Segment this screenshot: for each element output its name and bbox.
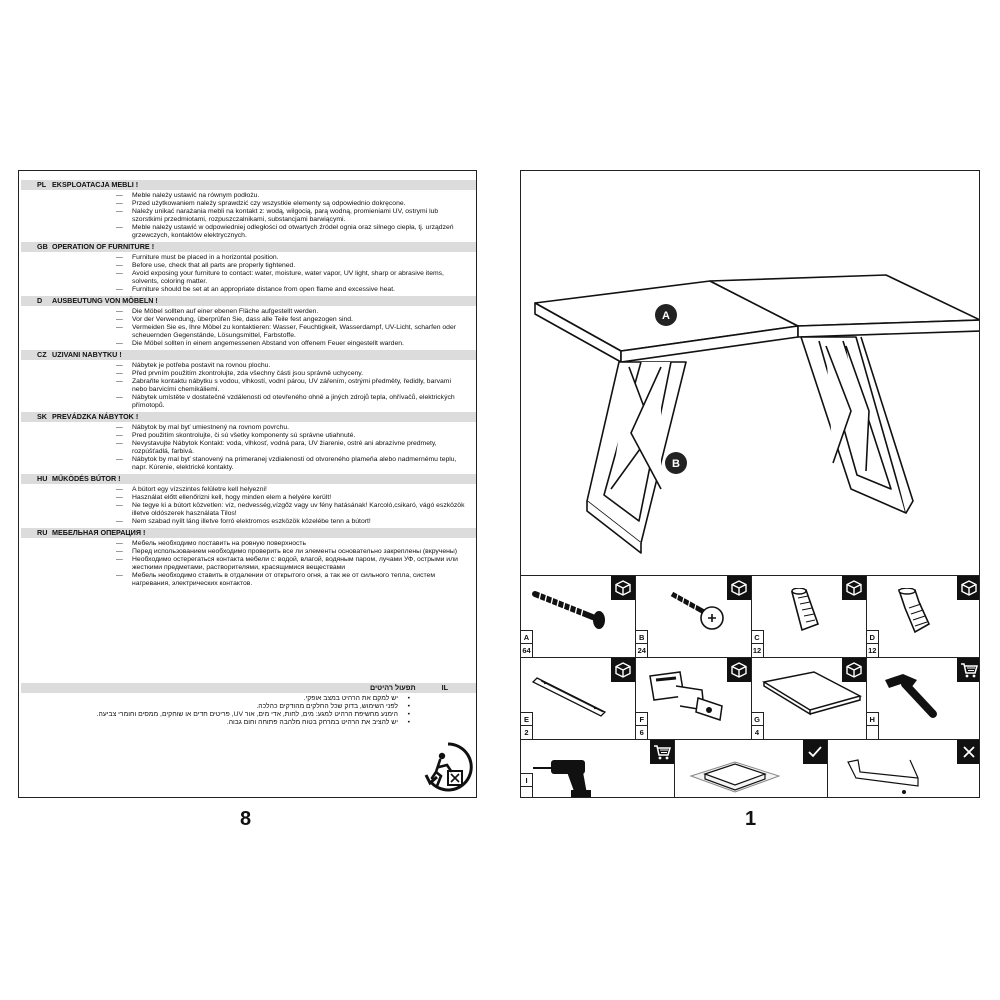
part-letter: I	[521, 774, 532, 787]
part-label	[521, 773, 533, 798]
section-d	[21, 296, 476, 349]
instruction-item: — Před prvním použitím zkontrolujte, zda všechny části jsou správně uchyceny.	[116, 370, 476, 378]
part-letter: F	[636, 713, 647, 726]
box-icon	[842, 576, 866, 600]
box-icon	[611, 576, 635, 600]
section-title: EKSPLOATACJA MEBLI !	[52, 180, 139, 189]
section-il-title: תפעול רהיטים	[369, 683, 416, 692]
section-pl	[21, 180, 476, 241]
section-code: GB	[37, 242, 48, 251]
recycle-disposal-icon	[422, 741, 474, 793]
part-quantity	[867, 726, 878, 739]
svg-text:B: B	[672, 458, 680, 470]
part-label	[867, 630, 879, 657]
part-quantity: 12	[752, 646, 762, 655]
instruction-item: — Before use, check that all parts are properly tightened.	[116, 262, 476, 270]
instruction-item: — Nábytek je potřeba postavit na rovnou plochu.	[116, 362, 476, 370]
section-title: МЕБЕЛЬНАЯ ОПЕРАЦИЯ !	[52, 528, 146, 537]
instruction-item: — Мебель необходимо ставить в отдалении от открытого огня, а так же от сильного тепла, систем нагревания, электрических контактов.	[116, 572, 476, 588]
part-g	[752, 658, 867, 739]
instruction-item: — Zabraňte kontaktu nábytku s vodou, vlhkostí, vodní párou, UV zářením, ostrými předměty, ředidly, barvami nebo barvicími chemikáliemi.	[116, 378, 476, 394]
page-left	[18, 170, 477, 798]
instruction-item: — Należy unikać narażania mebli na kontakt z: wodą, wilgocią, parą wodną, promieniami UV, ostrymi lub szorstkimi przedmiotami, rozpuszczalnikami, substancjami barwiącymi.	[116, 208, 476, 224]
section-items	[21, 306, 476, 349]
part-quantity: 24	[637, 646, 646, 655]
back-leg	[801, 337, 913, 513]
part-letter: D	[867, 631, 878, 644]
section-hu	[21, 474, 476, 527]
section-code: SK	[37, 412, 47, 421]
instruction-item: — Die Möbel sollten in einem angemessenen Abstand von offenem Feuer eingestellt warden.	[116, 340, 476, 348]
label-a	[655, 304, 677, 326]
instruction-item: — Használat előtt ellenőrizni kell, hogy minden elem a helyére került!	[116, 494, 476, 502]
part-quantity: 64	[522, 646, 531, 655]
usage-sections	[21, 180, 476, 590]
instruction-item: — Furniture should be set at an appropriate distance from open flame and excessive heat.	[116, 286, 476, 294]
instruction-item: • יש למקם את הרהיט במצב אופקי.	[31, 695, 410, 703]
part-letter: H	[867, 713, 878, 726]
instruction-item: — Перед использованием необходимо проверить все ли элементы основательно закреплены (вкручены)	[116, 548, 476, 556]
instruction-item: • הימנע מחשיפת הרהיט למגע: מים, לחות, אדי מים, אור UV, פריטים חדים או שוחקים, ממסים וחומרי צביעה.	[31, 711, 410, 719]
threaded-insert-icon	[877, 588, 947, 638]
rail-icon	[531, 670, 611, 724]
section-header	[21, 242, 476, 252]
part-label	[752, 712, 764, 739]
part-label	[521, 712, 533, 739]
box-icon	[727, 658, 751, 682]
part-f	[636, 658, 751, 739]
parts-list	[521, 575, 980, 798]
instruction-item: — Avoid exposing your furniture to contact: water, moisture, water vapor, UV light, sharp or abrasive items, solvents, coloring matter.	[116, 270, 476, 286]
part-d	[867, 576, 980, 657]
section-sk	[21, 412, 476, 473]
part-label	[636, 712, 648, 739]
instruction-item: — Nem szabad nyílt láng illetve forró elektromos eszközök közelébe tenn a bútort!	[116, 518, 476, 526]
cart-icon	[957, 658, 980, 682]
part-e	[521, 658, 636, 739]
label-b	[665, 452, 687, 474]
section-code: D	[37, 296, 43, 305]
section-il-header	[21, 683, 476, 693]
instruction-item: — Przed użytkowaniem należy sprawdzić czy wszystkie elementy są odpowiednio dokręcone.	[116, 200, 476, 208]
screw-icon	[531, 588, 611, 636]
part-label	[867, 712, 879, 739]
part-letter: G	[752, 713, 763, 726]
parts-row	[521, 575, 980, 657]
part-label	[636, 630, 648, 657]
box-icon	[611, 658, 635, 682]
part-quantity: 4	[754, 728, 760, 737]
section-title: MŰKÖDÉS BÚTOR !	[52, 474, 121, 483]
section-items	[21, 538, 476, 589]
part-i	[521, 740, 675, 798]
instruction-item: — Nábytok by mal byť stanovený na primeranej vzdialenosti od otvoreného plameňa alebo nadmernému teplu, napr. Kúrenie, elektrické kontakty.	[116, 456, 476, 472]
instruction-item: — Die Möbel sollten auf einer ebenen Fläche aufgestellt werden.	[116, 308, 476, 316]
instruction-item: — Ne tegye ki a bútort közvetlen: víz, nedvesség,vízgőz vagy uv fény hatásának! Karcoló,csikaró, vágó eszközök illetve oldószerek használata Tilos!	[116, 502, 476, 518]
section-items	[21, 190, 476, 241]
section-title: OPERATION OF FURNITURE !	[52, 242, 155, 251]
section-code: HU	[37, 474, 48, 483]
section-cz	[21, 350, 476, 411]
parts-row	[521, 657, 980, 739]
section-code: PL	[37, 180, 47, 189]
unpack-wrong-illustration	[838, 752, 938, 798]
self-tapping-screw-icon	[646, 588, 726, 636]
instruction-item: — Vermeiden Sie es, Ihre Möbel zu kontaktieren: Wasser, Feuchtigkeit, Wasserdampf, UV-Licht, scharfen oder scheuernden Gegenstände, Lösungsmittel, Farbstoffe.	[116, 324, 476, 340]
section-items	[21, 360, 476, 411]
box-icon	[727, 576, 751, 600]
unpack-correct-illustration	[685, 752, 785, 798]
instruction-item: — Необходимо остерегаться контакта мебели с: водой, влагой, водяным паром, лучами УФ, острыми или жесткими предметами, растворителями, красящимися веществами	[116, 556, 476, 572]
parts-row	[521, 739, 980, 798]
section-header	[21, 474, 476, 484]
instruction-item: — Pred použitím skontrolujte, či sú všetky komponenty sú správne utiahnuté.	[116, 432, 476, 440]
section-code: CZ	[37, 350, 47, 359]
section-header	[21, 528, 476, 538]
instruction-item: — Nábytok by mal byť umiestnený na rovnom povrchu.	[116, 424, 476, 432]
instruction-item: — Meble należy ustawić na równym podłożu.	[116, 192, 476, 200]
part-letter: A	[521, 631, 532, 644]
instruction-item: — A bútort egy vízszintes felületre kell helyezni!	[116, 486, 476, 494]
part-quantity: 6	[639, 728, 644, 737]
unpack-correct	[675, 740, 829, 798]
instruction-item: — Nevystavujte Nábytok Kontakt: voda, vlhkosť, vodná para, UV žiarenie, ostré ani abrazívne predmety, rozpúšťadlá, farbivá.	[116, 440, 476, 456]
section-header	[21, 296, 476, 306]
section-items	[21, 422, 476, 473]
part-letter: B	[636, 631, 647, 644]
instruction-item: — Meble należy ustawić w odpowiedniej odległości od otwartych źródeł ognia oraz silnego ciepła, tj. urządzeń grzewczych, kontaktów elektrycznych.	[116, 224, 476, 240]
part-quantity: 12	[868, 646, 877, 655]
section-items	[21, 484, 476, 527]
svg-text:A: A	[662, 310, 670, 322]
section-header	[21, 412, 476, 422]
section-title: AUSBEUTUNG VON MÖBELN !	[52, 296, 158, 305]
box-icon	[842, 658, 866, 682]
section-header	[21, 180, 476, 190]
section-title: PREVÁDZKA NÁBYTOK !	[52, 412, 139, 421]
table-assembly-diagram	[521, 171, 980, 571]
instruction-item: — Мебель необходимо поставить на ровную поверхность	[116, 540, 476, 548]
part-letter: C	[752, 631, 763, 644]
part-quantity: 2	[524, 728, 529, 737]
page-number-right: 1	[745, 808, 757, 830]
cart-icon	[650, 740, 674, 764]
instruction-item: — Nábytek umístěte v dostatečné vzdálenosti od otevřeného ohně a jiných zdrojů tepla, ohřívačů, elektrických přímotopů.	[116, 394, 476, 410]
cross-icon	[957, 740, 980, 764]
part-a	[521, 576, 636, 657]
section-ru	[21, 528, 476, 589]
section-title: UZIVANI NABYTKU !	[52, 350, 122, 359]
unpack-wrong	[828, 740, 980, 798]
part-h	[867, 658, 980, 739]
instruction-item: • יש להציב את הרהיט במרחק בטוח מלהבה פתוחה וחום גבוה.	[31, 719, 410, 727]
section-il-code: IL	[441, 683, 448, 692]
page-number-left: 8	[240, 808, 252, 830]
section-header	[21, 350, 476, 360]
section-code: RU	[37, 528, 48, 537]
latch-icon	[646, 670, 726, 730]
part-b	[636, 576, 751, 657]
table-top	[535, 275, 980, 362]
section-gb	[21, 242, 476, 295]
part-label	[521, 630, 533, 657]
box-icon	[957, 576, 980, 600]
check-icon	[803, 740, 827, 764]
part-quantity	[521, 787, 532, 798]
part-label	[752, 630, 764, 657]
hammer-icon	[877, 670, 947, 724]
section-il-items	[21, 693, 476, 728]
instruction-item: — Furniture must be placed in a horizontal position.	[116, 254, 476, 262]
page-right	[520, 170, 980, 798]
instruction-item: — Vor der Verwendung, überprüfen Sie, dass alle Teile fest angezogen sind.	[116, 316, 476, 324]
section-il	[21, 683, 476, 728]
part-c	[752, 576, 867, 657]
connector-sleeve-icon	[762, 588, 832, 638]
section-items	[21, 252, 476, 295]
drill-icon	[531, 752, 601, 798]
part-letter: E	[521, 713, 532, 726]
instruction-item: • לפני השימוש, בדוק שכל החלקים מהודקים כהלכה.	[31, 703, 410, 711]
